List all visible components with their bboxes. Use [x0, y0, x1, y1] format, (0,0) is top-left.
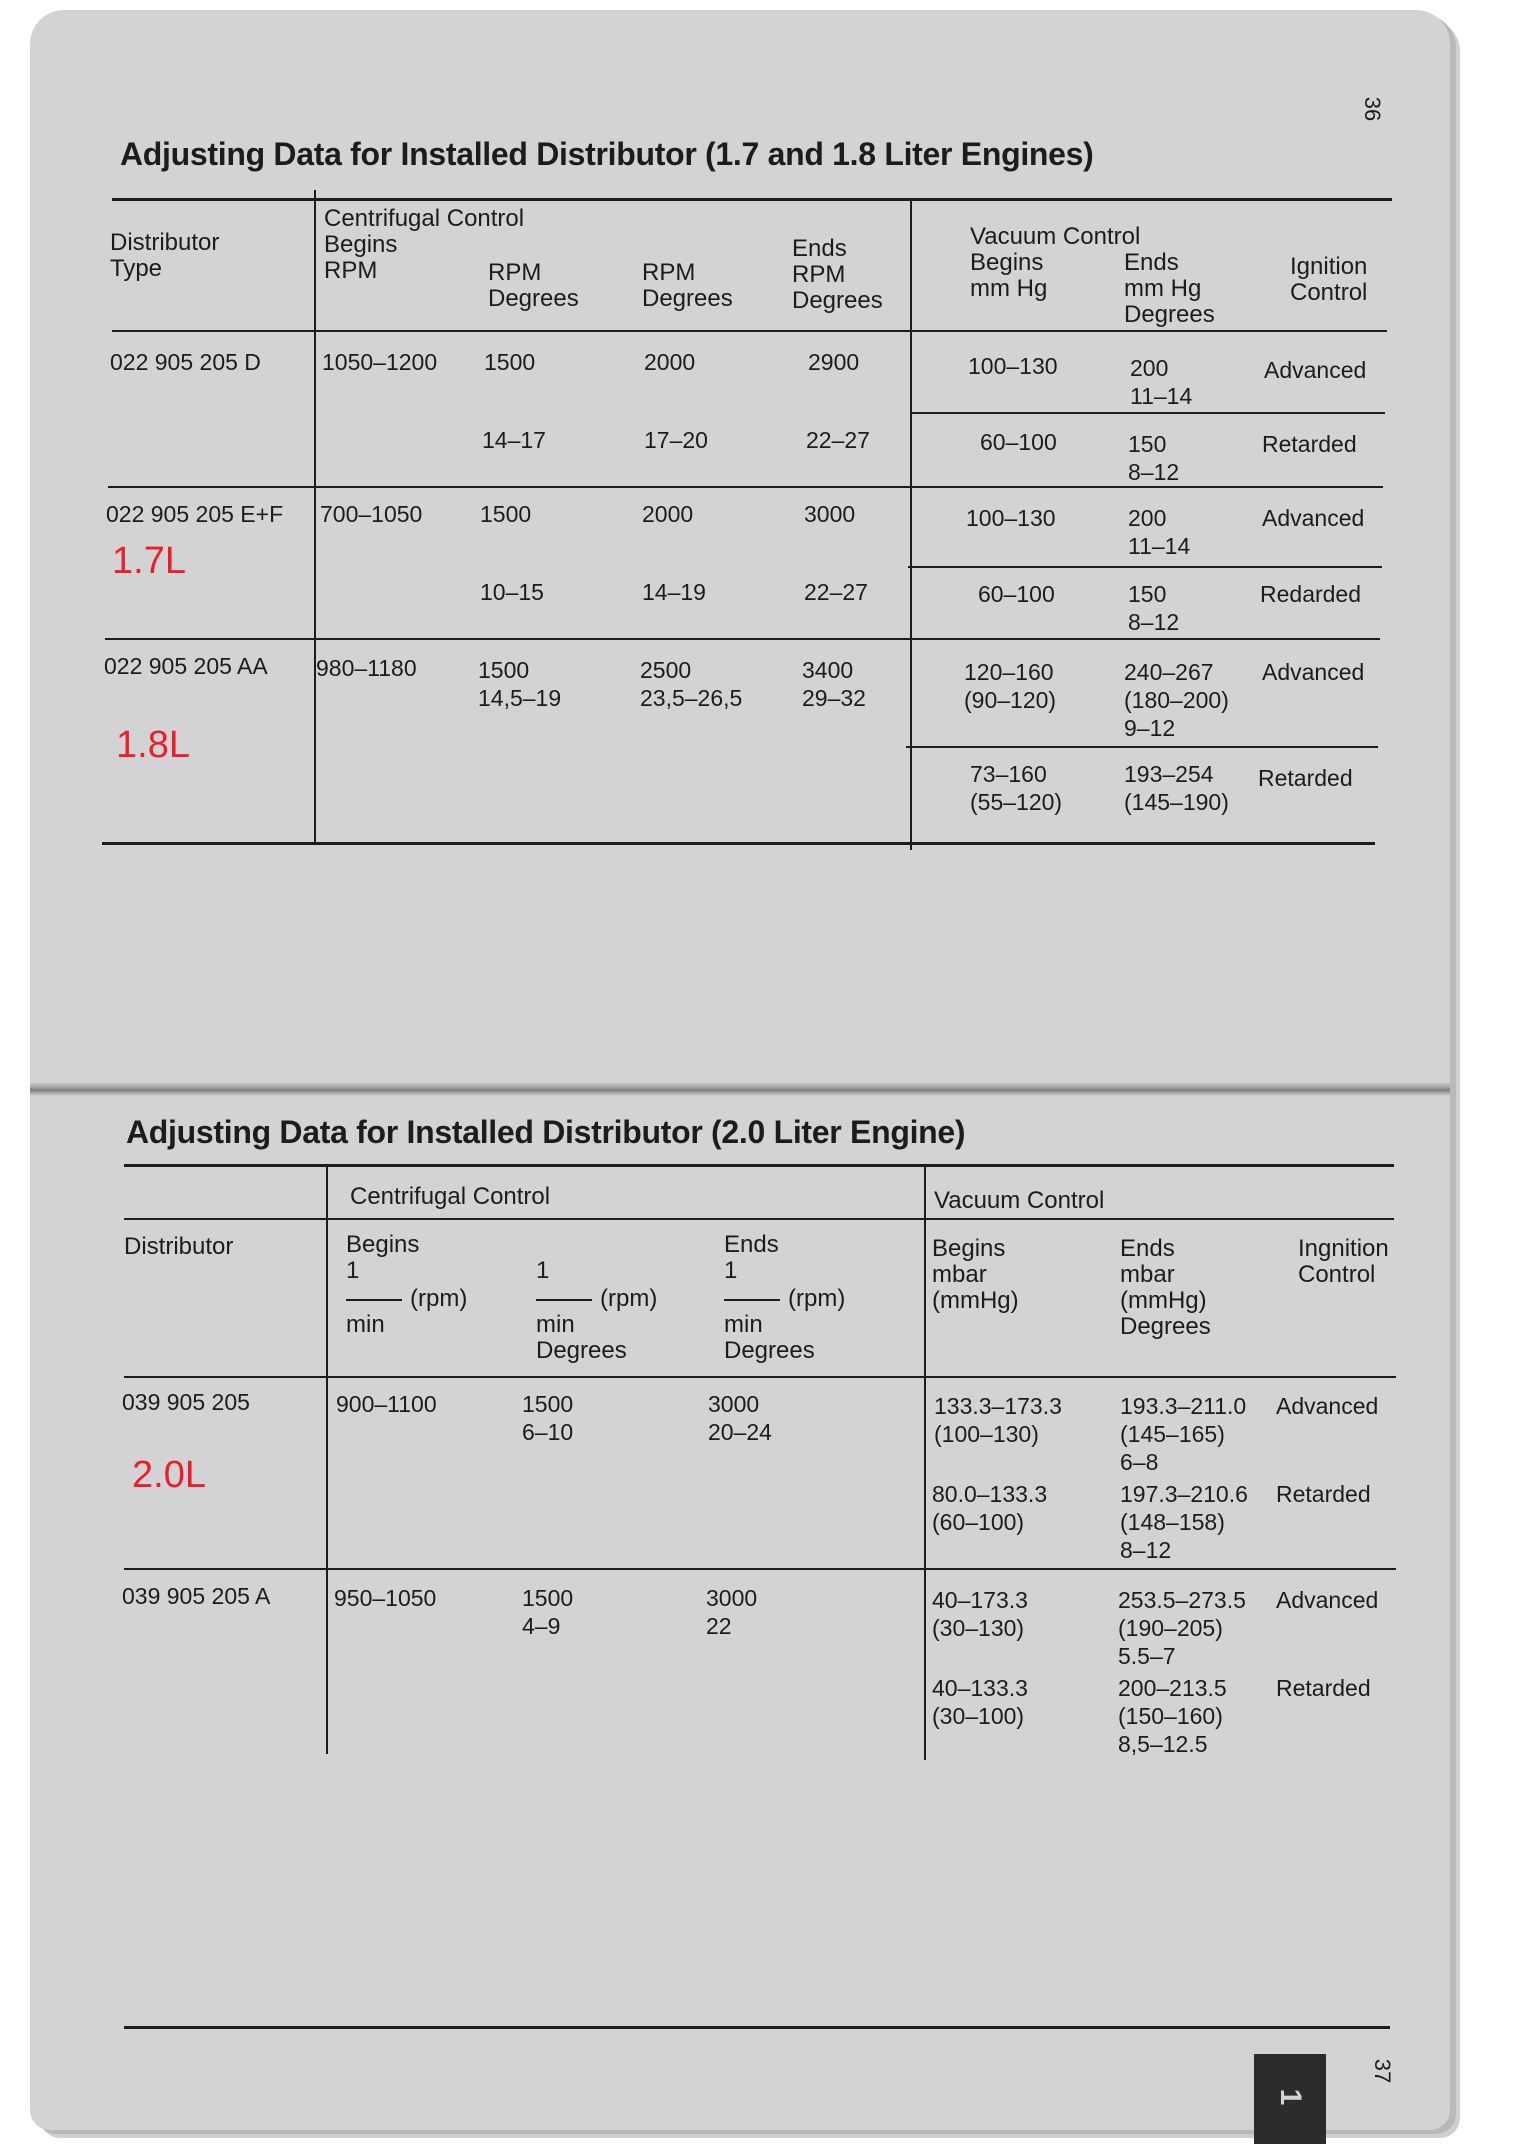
- t1-r2-vac1-ign: Advanced: [1262, 505, 1365, 531]
- t2-hdr-ends-label: Ends 1: [724, 1231, 779, 1284]
- t2-hdr-vac-ends: Ends mbar (mmHg) Degrees: [1120, 1235, 1211, 1340]
- t1-r1-c2: 2000: [644, 349, 696, 375]
- t1-r2-dist: 022 905 205 E+F: [106, 501, 284, 527]
- page-number-top: 36: [1360, 96, 1386, 122]
- t2-r1-c2: 3000 20–24: [708, 1391, 772, 1445]
- t1-r1-c3: 2900: [808, 349, 860, 375]
- t2-hdr-ends-unit: (rpm) min Degrees: [724, 1285, 846, 1364]
- t2-r2-vac2-end: 200–213.5 (150–160) 8,5–12.5: [1118, 1675, 1227, 1757]
- t1-hdr-ends: Ends RPM Degrees: [792, 235, 883, 314]
- t1-r2-vac2-ign: Redarded: [1260, 581, 1362, 607]
- t1-hdr-rpm-deg2: RPM Degrees: [642, 259, 733, 312]
- t1-r3-vac2-ign: Retarded: [1258, 765, 1353, 791]
- book-page: [30, 10, 1450, 2130]
- t2-r1-engine-label: 2.0L: [132, 1454, 206, 1496]
- t1-r3-engine-label: 1.8L: [116, 724, 190, 766]
- page-fold: [30, 1082, 1450, 1096]
- t1-r2-c3b: 22–27: [804, 579, 868, 605]
- t2-r1-vac2-end: 197.3–210.6 (148–158) 8–12: [1120, 1481, 1248, 1563]
- t1-r2-begins: 700–1050: [320, 501, 423, 527]
- table1-row2-rule: [105, 638, 1380, 640]
- t1-r1-vac1-ign: Advanced: [1264, 357, 1367, 383]
- table1-col-divider-2: [910, 198, 912, 850]
- t1-r3-dist: 022 905 205 AA: [104, 653, 268, 679]
- t2-r1-vac2-ign: Retarded: [1276, 1481, 1371, 1507]
- t1-r3-c3: 3400 29–32: [802, 657, 866, 711]
- t1-r1-vac2-ign: Retarded: [1262, 431, 1357, 457]
- t1-r3-begins: 980–1180: [316, 655, 417, 681]
- t1-r3-vac2-begin: 73–160 (55–120): [970, 761, 1063, 815]
- t1-r1-c2b: 17–20: [644, 427, 708, 453]
- t1-r1-vac1-begin: 100–130: [968, 353, 1058, 379]
- t1-r2-vac1-begin: 100–130: [966, 505, 1056, 531]
- t1-hdr-vac-begins: Begins mm Hg: [970, 249, 1048, 302]
- t2-r1-c1: 1500 6–10: [522, 1391, 574, 1445]
- t2-r2-c2: 3000 22: [706, 1585, 758, 1639]
- t1-r1-vac2-end: 150 8–12: [1128, 431, 1180, 485]
- t2-r2-vac1-ign: Advanced: [1276, 1587, 1379, 1613]
- t1-hdr-vac-ends: Ends mm Hg Degrees: [1124, 249, 1215, 328]
- table1-vac-split2: [908, 566, 1382, 568]
- t2-hdr-vac-begins: Begins mbar (mmHg): [932, 1235, 1019, 1314]
- section-tab-mark: 1: [1274, 2088, 1307, 2106]
- t1-hdr-centrifugal: Centrifugal Control: [324, 205, 525, 232]
- t1-r3-vac1-begin: 120–160 (90–120): [964, 659, 1057, 713]
- table1-top-rule: [112, 198, 1392, 201]
- t2-hdr-ignition: Ingnition Control: [1298, 1235, 1389, 1288]
- t2-r2-begins: 950–1050: [334, 1585, 437, 1611]
- table2-title: Adjusting Data for Installed Distributor (2.0 Liter Engine): [126, 1114, 966, 1150]
- t2-r1-vac1-ign: Advanced: [1276, 1393, 1379, 1419]
- t2-r1-dist: 039 905 205: [122, 1389, 250, 1415]
- t2-hdr-begins-unit: (rpm) min: [346, 1285, 468, 1338]
- page-number-bottom: 37: [1370, 2058, 1396, 2084]
- table1-row1-rule: [108, 486, 1383, 488]
- table1-vac-split1: [910, 412, 1385, 414]
- t1-r3-vac1-ign: Advanced: [1262, 659, 1365, 685]
- t2-hdr-vacuum: Vacuum Control: [934, 1187, 1105, 1214]
- t2-r1-vac2-begin: 80.0–133.3 (60–100): [932, 1481, 1048, 1535]
- t1-r2-vac2-end: 150 8–12: [1128, 581, 1180, 635]
- table2-col-divider-2: [924, 1166, 926, 1760]
- t1-r3-c2: 2500 23,5–26,5: [640, 657, 743, 711]
- table1-vac-split3: [906, 746, 1378, 748]
- t1-r2-vac2-begin: 60–100: [978, 581, 1055, 607]
- t1-r3-vac2-end: 193–254 (145–190): [1124, 761, 1229, 815]
- table2-bottom-rule: [124, 2026, 1390, 2029]
- table2-subheader-rule: [124, 1218, 1394, 1220]
- t1-hdr-vacuum: Vacuum Control: [970, 223, 1141, 250]
- t1-hdr-ignition: Ignition Control: [1290, 253, 1368, 306]
- table2-row1-rule: [124, 1568, 1396, 1570]
- t2-hdr-mid-unit: (rpm) min Degrees: [536, 1285, 658, 1364]
- t2-r1-begins: 900–1100: [336, 1391, 437, 1417]
- table1-bottom-rule: [102, 842, 1375, 845]
- t1-r2-c2b: 14–19: [642, 579, 706, 605]
- t2-r2-c1: 1500 4–9: [522, 1585, 574, 1639]
- t1-r2-c3: 3000: [804, 501, 856, 527]
- table1-header-rule: [112, 330, 1387, 332]
- t1-r2-engine-label: 1.7L: [112, 540, 186, 582]
- t1-hdr-dist: Distributor Type: [110, 229, 220, 282]
- t1-hdr-rpm-deg1: RPM Degrees: [488, 259, 579, 312]
- t2-r1-vac1-end: 193.3–211.0 (145–165) 6–8: [1120, 1393, 1247, 1475]
- t1-r2-vac1-end: 200 11–14: [1128, 505, 1191, 559]
- t1-r2-c2: 2000: [642, 501, 694, 527]
- t1-hdr-begins: Begins RPM: [324, 231, 398, 284]
- table1-col-divider-1: [314, 190, 316, 842]
- t2-r2-dist: 039 905 205 A: [122, 1583, 271, 1609]
- t2-hdr-mid-one: 1: [536, 1257, 550, 1284]
- t2-r2-vac1-end: 253.5–273.5 (190–205) 5.5–7: [1118, 1587, 1246, 1669]
- t1-r1-c3b: 22–27: [806, 427, 870, 453]
- table2-header-rule: [124, 1376, 1396, 1378]
- table2-col-divider-1: [326, 1166, 328, 1754]
- table1-title: Adjusting Data for Installed Distributor (1.7 and 1.8 Liter Engines): [120, 136, 1094, 172]
- table2-top-rule: [124, 1164, 1394, 1167]
- t2-r2-vac2-ign: Retarded: [1276, 1675, 1371, 1701]
- t1-r1-vac2-begin: 60–100: [980, 429, 1057, 455]
- t1-r3-vac1-end: 240–267 (180–200) 9–12: [1124, 659, 1229, 741]
- t2-hdr-begins-label: Begins 1: [346, 1231, 420, 1284]
- t1-r1-vac1-end: 200 11–14: [1130, 355, 1193, 409]
- t2-r2-vac1-begin: 40–173.3 (30–130): [932, 1587, 1028, 1641]
- t1-r1-begins: 1050–1200: [322, 349, 438, 375]
- t1-r1-c1b: 14–17: [482, 427, 546, 453]
- t1-r3-c1: 1500 14,5–19: [478, 657, 562, 711]
- t2-r1-vac1-begin: 133.3–173.3 (100–130): [934, 1393, 1062, 1447]
- t2-hdr-distributor: Distributor: [124, 1233, 234, 1260]
- t1-r2-c1: 1500: [480, 501, 532, 527]
- t1-r2-c1b: 10–15: [480, 579, 544, 605]
- t1-r1-dist: 022 905 205 D: [110, 349, 261, 375]
- t2-r2-vac2-begin: 40–133.3 (30–100): [932, 1675, 1028, 1729]
- t2-hdr-centrifugal: Centrifugal Control: [350, 1183, 551, 1210]
- t1-r1-c1: 1500: [484, 349, 536, 375]
